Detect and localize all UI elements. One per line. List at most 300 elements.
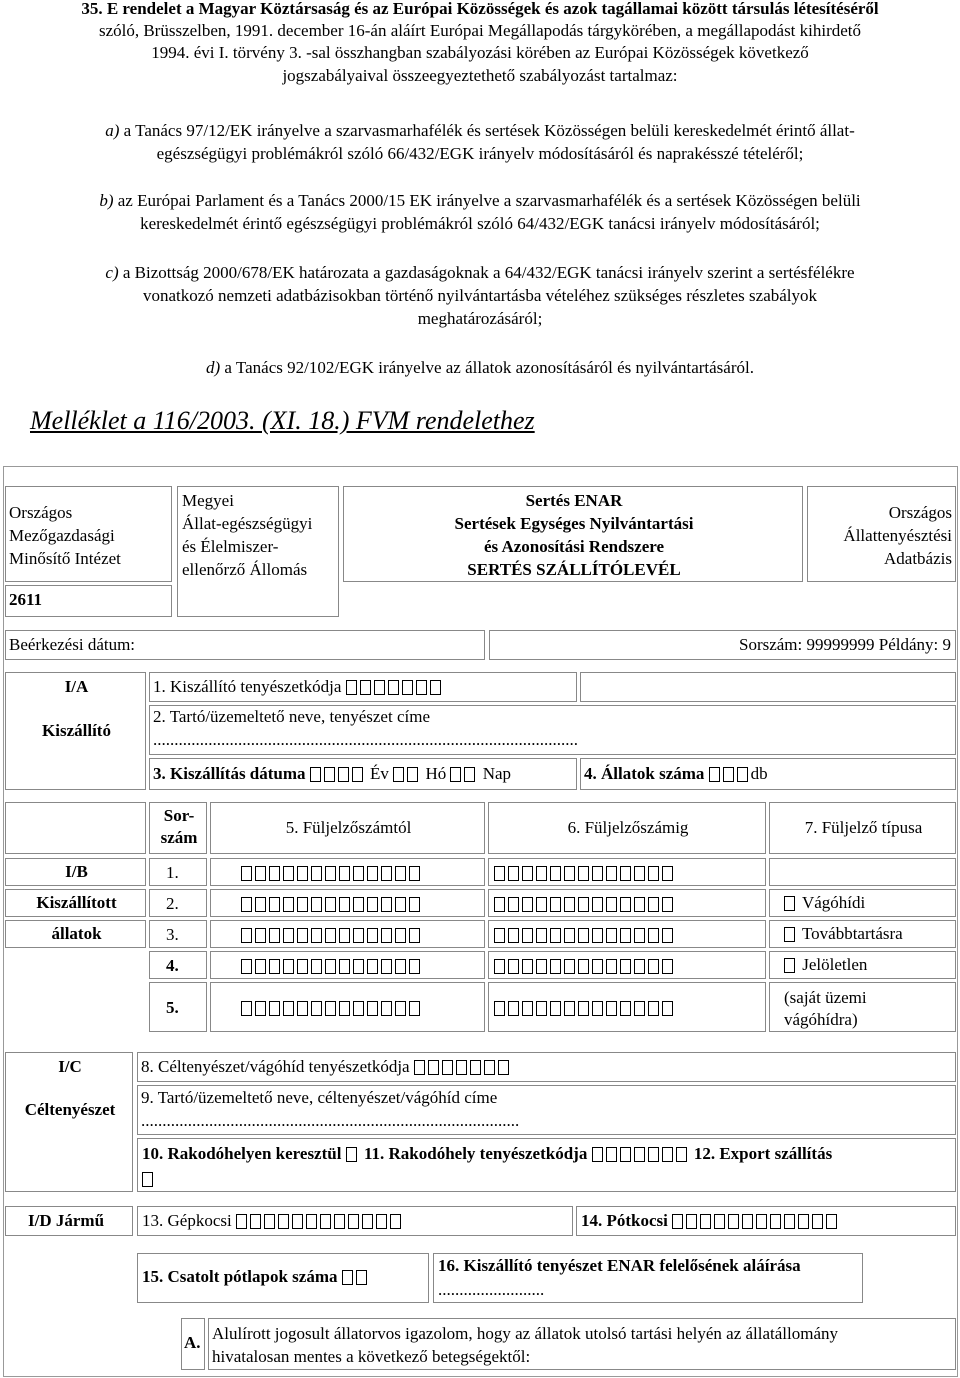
to-tag-boxes[interactable] [494, 926, 676, 946]
input-square[interactable] [550, 897, 561, 912]
input-square[interactable] [578, 897, 589, 912]
input-square[interactable] [338, 767, 349, 782]
intro-line-3: 1994. évi I. törvény 3. -sal összhangban szabályozási körében az Európai Közösségek következő [151, 43, 809, 62]
input-square[interactable] [536, 897, 547, 912]
ib-row-number: 3. [166, 925, 179, 944]
input-square[interactable] [311, 959, 322, 974]
ib-code-cell [5, 858, 146, 886]
input-square[interactable] [620, 897, 631, 912]
input-square[interactable] [676, 1147, 687, 1162]
input-square[interactable] [620, 959, 631, 974]
input-square[interactable] [564, 959, 575, 974]
item-d-line-1: d) a Tanács 92/102/EGK irányelve az állatok azonosításáról és nyilvántartásáról. [206, 358, 754, 377]
input-square[interactable] [381, 866, 392, 881]
ia-f1-boxes[interactable] [346, 678, 444, 698]
input-square[interactable] [409, 897, 420, 912]
ia-field-1[interactable] [149, 672, 577, 702]
input-square[interactable] [606, 928, 617, 943]
ib-name-1: Kiszállított [36, 893, 117, 912]
input-square[interactable] [536, 959, 547, 974]
cert-mark: A. [184, 1333, 201, 1352]
input-square[interactable] [522, 1001, 533, 1016]
item-c-line-2: vonatkozó nemzeti adatbázisokban történő nyilvántartásba vételéhez szükséges részletes szabályok [142, 286, 818, 305]
input-square[interactable] [522, 897, 533, 912]
input-square[interactable] [297, 897, 308, 912]
cert-mark-cell [181, 1318, 205, 1370]
to-tag-boxes[interactable] [494, 999, 676, 1019]
input-square[interactable] [742, 1214, 753, 1229]
type-keep-cell[interactable] [769, 920, 956, 948]
input-square[interactable] [348, 1214, 359, 1229]
input-square[interactable] [362, 1214, 373, 1229]
input-square[interactable] [756, 1214, 767, 1229]
ib-to-tag[interactable] [488, 982, 766, 1032]
input-square[interactable] [339, 959, 350, 974]
input-square[interactable] [737, 767, 748, 782]
input-square[interactable] [508, 897, 519, 912]
unmarked-checkbox[interactable] [784, 956, 798, 976]
input-square[interactable] [550, 866, 561, 881]
input-square[interactable] [360, 680, 371, 695]
input-square[interactable] [395, 1001, 406, 1016]
input-square[interactable] [592, 1001, 603, 1016]
input-square[interactable] [241, 959, 252, 974]
from-tag-boxes[interactable] [241, 895, 423, 915]
input-square[interactable] [648, 928, 659, 943]
input-square[interactable] [283, 866, 294, 881]
attached-sheets-boxes[interactable] [342, 1268, 370, 1288]
input-square[interactable] [241, 866, 252, 881]
input-square[interactable] [356, 1270, 367, 1285]
id-f14-label: 14. Pótkocsi [581, 1211, 668, 1230]
id-label: I/D Jármű [28, 1211, 105, 1230]
input-square[interactable] [381, 928, 392, 943]
day-boxes[interactable] [450, 765, 478, 785]
input-square[interactable] [522, 866, 533, 881]
intro-line-4: jogszabályaival összeegyeztethető szabályozást tartalmaz: [282, 66, 678, 85]
input-square[interactable] [634, 897, 645, 912]
day-label: Nap [482, 764, 512, 783]
input-square[interactable] [648, 959, 659, 974]
input-square[interactable] [508, 959, 519, 974]
input-square[interactable] [634, 928, 645, 943]
input-square[interactable] [339, 866, 350, 881]
input-square[interactable] [409, 959, 420, 974]
input-square[interactable] [381, 959, 392, 974]
type-own-cell [769, 982, 956, 1032]
input-square[interactable] [311, 866, 322, 881]
input-square[interactable] [606, 959, 617, 974]
input-square[interactable] [255, 866, 266, 881]
input-square[interactable] [390, 1214, 401, 1229]
input-square[interactable] [311, 1001, 322, 1016]
ia-code: I/A [64, 677, 89, 696]
input-square[interactable] [325, 1001, 336, 1016]
input-square[interactable] [407, 767, 418, 782]
ic-label-cell [5, 1052, 133, 1192]
type-unmarked-label: Jelöletlen [802, 955, 868, 974]
input-square[interactable] [409, 866, 420, 881]
input-square[interactable] [342, 1270, 353, 1285]
id-label-cell [5, 1206, 133, 1236]
ib-header-empty [5, 802, 146, 854]
month-boxes[interactable] [393, 765, 421, 785]
slaughter-checkbox[interactable] [784, 894, 798, 914]
input-square[interactable] [353, 1001, 364, 1016]
input-square[interactable] [367, 866, 378, 881]
enar-cell [343, 486, 803, 582]
input-square[interactable] [255, 897, 266, 912]
input-square[interactable] [494, 897, 505, 912]
sor-line-1: Sor- [163, 806, 195, 825]
input-square[interactable] [352, 767, 363, 782]
input-square[interactable] [536, 1001, 547, 1016]
ib-row-number-cell [149, 982, 207, 1032]
input-square[interactable] [578, 866, 589, 881]
input-square[interactable] [297, 928, 308, 943]
input-square[interactable] [700, 1214, 711, 1229]
ib-from-tag[interactable] [210, 858, 485, 886]
input-square[interactable] [297, 959, 308, 974]
input-square[interactable] [325, 866, 336, 881]
input-square[interactable] [374, 680, 385, 695]
input-square[interactable] [634, 1147, 645, 1162]
col7-label: 7. Füljelző típusa [804, 818, 923, 837]
input-square[interactable] [402, 680, 413, 695]
input-square[interactable] [255, 959, 266, 974]
input-square[interactable] [784, 927, 795, 942]
input-square[interactable] [522, 959, 533, 974]
input-square[interactable] [241, 928, 252, 943]
input-square[interactable] [456, 1060, 467, 1075]
input-square[interactable] [784, 1214, 795, 1229]
input-square[interactable] [606, 897, 617, 912]
input-square[interactable] [470, 1060, 481, 1075]
input-square[interactable] [592, 897, 603, 912]
input-square[interactable] [255, 928, 266, 943]
input-square[interactable] [564, 866, 575, 881]
input-square[interactable] [662, 1147, 673, 1162]
input-square[interactable] [606, 866, 617, 881]
ic-f8-boxes[interactable] [414, 1058, 512, 1078]
input-square[interactable] [367, 928, 378, 943]
annex-title: Melléklet a 116/2003. (XI. 18.) FVM rendelethez [30, 406, 535, 435]
input-square[interactable] [606, 1001, 617, 1016]
to-tag-boxes[interactable] [494, 957, 676, 977]
input-square[interactable] [709, 767, 720, 782]
keep-checkbox[interactable] [784, 925, 798, 945]
input-square[interactable] [578, 928, 589, 943]
input-square[interactable] [367, 1001, 378, 1016]
input-square[interactable] [812, 1214, 823, 1229]
input-square[interactable] [550, 959, 561, 974]
input-square[interactable] [339, 928, 350, 943]
enar-line-3: és Azonosítási Rendszere [483, 537, 665, 556]
ib-to-tag[interactable] [488, 951, 766, 979]
car-plate-boxes[interactable] [236, 1212, 404, 1232]
input-square[interactable] [306, 1214, 317, 1229]
input-square[interactable] [297, 866, 308, 881]
input-square[interactable] [770, 1214, 781, 1229]
trailer-plate-boxes[interactable] [672, 1212, 840, 1232]
id-field-14[interactable] [576, 1206, 956, 1236]
ia-field-2[interactable] [149, 705, 956, 755]
input-square[interactable] [714, 1214, 725, 1229]
input-square[interactable] [339, 897, 350, 912]
input-square[interactable] [395, 897, 406, 912]
input-square[interactable] [484, 1060, 495, 1075]
input-square[interactable] [325, 928, 336, 943]
input-square[interactable] [241, 897, 252, 912]
input-square[interactable] [648, 897, 659, 912]
input-square[interactable] [564, 897, 575, 912]
input-square[interactable] [395, 959, 406, 974]
input-square[interactable] [269, 959, 280, 974]
year-boxes[interactable] [310, 765, 366, 785]
input-square[interactable] [264, 1214, 275, 1229]
input-square[interactable] [723, 767, 734, 782]
input-square[interactable] [339, 1001, 350, 1016]
input-square[interactable] [662, 866, 673, 881]
megyei-line-3: és Élelmiszer- [182, 537, 279, 556]
input-square[interactable] [376, 1214, 387, 1229]
input-square[interactable] [620, 1001, 631, 1016]
item-a-line-2: egészségügyi problémákról szóló 66/432/EGK irányelv módosításáról és naprakésszé tételéről; [156, 144, 804, 163]
input-square[interactable] [798, 1214, 809, 1229]
id-field-16[interactable] [433, 1253, 863, 1303]
input-square[interactable] [346, 680, 357, 695]
input-square[interactable] [494, 959, 505, 974]
input-square[interactable] [367, 897, 378, 912]
input-square[interactable] [450, 767, 461, 782]
cert-line-1: Alulírott jogosult állatorvos igazolom, hogy az állatok utolsó tartási helyén az állatállomány [212, 1324, 839, 1343]
input-square[interactable] [283, 959, 294, 974]
input-square[interactable] [634, 959, 645, 974]
input-square[interactable] [353, 897, 364, 912]
input-square[interactable] [236, 1214, 247, 1229]
from-tag-boxes[interactable] [241, 864, 423, 884]
input-square[interactable] [353, 928, 364, 943]
input-square[interactable] [620, 1147, 631, 1162]
input-square[interactable] [662, 897, 673, 912]
ic-f9-dots: ......................................................................................... [141, 1111, 520, 1130]
from-tag-boxes[interactable] [241, 957, 423, 977]
input-square[interactable] [346, 1147, 357, 1162]
input-square[interactable] [325, 897, 336, 912]
input-square[interactable] [634, 1001, 645, 1016]
from-tag-boxes[interactable] [241, 926, 423, 946]
ib-col5-header [210, 802, 485, 854]
ia-field-3[interactable] [149, 758, 577, 790]
ib-to-tag[interactable] [488, 889, 766, 917]
input-square[interactable] [494, 1001, 505, 1016]
id-f15-label: 15. Csatolt pótlapok száma [142, 1267, 338, 1286]
input-square[interactable] [283, 897, 294, 912]
enar-line-2: Sertések Egységes Nyilvántartási [454, 514, 694, 533]
input-square[interactable] [430, 680, 441, 695]
to-tag-boxes[interactable] [494, 864, 676, 884]
input-square[interactable] [442, 1060, 453, 1075]
omi-line-3: Minősítő Intézet [9, 549, 121, 568]
loading-place-checkbox[interactable] [346, 1143, 360, 1167]
ib-from-tag[interactable] [210, 889, 485, 917]
input-square[interactable] [311, 897, 322, 912]
input-square[interactable] [250, 1214, 261, 1229]
megyei-line-2: Állat-egészségügyi [182, 514, 313, 533]
input-square[interactable] [283, 928, 294, 943]
input-square[interactable] [662, 959, 673, 974]
input-square[interactable] [393, 767, 404, 782]
input-square[interactable] [620, 928, 631, 943]
ic-field-8[interactable] [137, 1052, 956, 1082]
input-square[interactable] [381, 897, 392, 912]
input-square[interactable] [592, 959, 603, 974]
col5-label: 5. Füljelzőszámtól [285, 818, 412, 837]
to-tag-boxes[interactable] [494, 895, 676, 915]
input-square[interactable] [142, 1172, 153, 1187]
input-square[interactable] [388, 680, 399, 695]
megyei-line-4: ellenőrző Állomás [182, 560, 308, 579]
input-square[interactable] [278, 1214, 289, 1229]
item-b-line-2: kereskedelmét érintő egészségügyi problémákról szóló 64/432/EGK tanácsi irányelv módosításáról; [140, 214, 820, 233]
input-square[interactable] [297, 1001, 308, 1016]
item-c-line-3: meghatározásáról; [417, 309, 543, 328]
input-square[interactable] [269, 928, 280, 943]
input-square[interactable] [269, 866, 280, 881]
input-square[interactable] [784, 958, 795, 973]
intro-line-2: szóló, Brüsszelben, 1991. december 16-án aláírt Európai Megállapodás tárgykörében, a megállapodást kihirdető [98, 21, 862, 40]
input-square[interactable] [536, 866, 547, 881]
input-square[interactable] [536, 928, 547, 943]
sor-line-2: szám [160, 828, 198, 847]
input-square[interactable] [592, 1147, 603, 1162]
input-square[interactable] [508, 866, 519, 881]
oa-line-3: Adatbázis [884, 549, 952, 568]
input-square[interactable] [325, 959, 336, 974]
input-square[interactable] [292, 1214, 303, 1229]
input-square[interactable] [564, 928, 575, 943]
input-square[interactable] [564, 1001, 575, 1016]
ib-row-number: 1. [166, 863, 179, 882]
animal-count-boxes[interactable] [709, 765, 751, 785]
input-square[interactable] [550, 928, 561, 943]
ib-row-number-cell [149, 920, 207, 948]
ia-f4-label: 4. Állatok száma [584, 764, 705, 783]
input-square[interactable] [620, 866, 631, 881]
ib-name-2: állatok [51, 924, 102, 943]
input-square[interactable] [522, 928, 533, 943]
ic-f9-label: 9. Tartó/üzemeltető neve, céltenyészet/vágóhíd címe [141, 1088, 498, 1107]
input-square[interactable] [648, 1147, 659, 1162]
input-square[interactable] [409, 1001, 420, 1016]
input-square[interactable] [324, 767, 335, 782]
form-code: 2611 [9, 590, 43, 609]
input-square[interactable] [592, 928, 603, 943]
type-slaughter-cell[interactable] [769, 889, 956, 917]
input-square[interactable] [634, 866, 645, 881]
input-square[interactable] [428, 1060, 439, 1075]
id-field-13[interactable] [137, 1206, 573, 1236]
ib-from-tag[interactable] [210, 951, 485, 979]
input-square[interactable] [464, 767, 475, 782]
input-square[interactable] [283, 1001, 294, 1016]
export-checkbox[interactable] [142, 1168, 156, 1192]
input-square[interactable] [498, 1060, 509, 1075]
input-square[interactable] [409, 928, 420, 943]
cert-text-cell [208, 1318, 956, 1370]
ib-to-tag[interactable] [488, 920, 766, 948]
input-square[interactable] [334, 1214, 345, 1229]
ic-field-9[interactable] [137, 1085, 956, 1135]
input-square[interactable] [784, 896, 795, 911]
input-square[interactable] [269, 1001, 280, 1016]
ic-f12-label: 12. Export szállítás [693, 1144, 833, 1163]
input-square[interactable] [381, 1001, 392, 1016]
input-square[interactable] [269, 897, 280, 912]
input-square[interactable] [395, 928, 406, 943]
input-square[interactable] [648, 1001, 659, 1016]
input-square[interactable] [648, 866, 659, 881]
id-f13-label: 13. Gépkocsi [142, 1211, 232, 1230]
input-square[interactable] [494, 866, 505, 881]
input-square[interactable] [353, 866, 364, 881]
from-tag-boxes[interactable] [241, 999, 423, 1019]
input-square[interactable] [416, 680, 427, 695]
input-square[interactable] [310, 767, 321, 782]
input-square[interactable] [367, 959, 378, 974]
ib-row-number: 4. [166, 956, 179, 975]
ia-field-4[interactable] [580, 758, 956, 790]
input-square[interactable] [728, 1214, 739, 1229]
type-unmarked-cell[interactable] [769, 951, 956, 979]
input-square[interactable] [353, 959, 364, 974]
input-square[interactable] [592, 866, 603, 881]
loading-code-boxes[interactable] [592, 1143, 690, 1167]
id-field-15[interactable] [137, 1253, 429, 1303]
input-square[interactable] [241, 1001, 252, 1016]
ic-field-10-12[interactable] [137, 1138, 956, 1192]
ic-f8-label: 8. Céltenyészet/vágóhíd tenyészetkódja [141, 1057, 410, 1076]
input-square[interactable] [508, 928, 519, 943]
input-square[interactable] [255, 1001, 266, 1016]
ib-to-tag[interactable] [488, 858, 766, 886]
input-square[interactable] [395, 866, 406, 881]
input-square[interactable] [826, 1214, 837, 1229]
input-square[interactable] [320, 1214, 331, 1229]
input-square[interactable] [578, 1001, 589, 1016]
input-square[interactable] [686, 1214, 697, 1229]
input-square[interactable] [606, 1147, 617, 1162]
input-square[interactable] [672, 1214, 683, 1229]
input-square[interactable] [494, 928, 505, 943]
receipt-date-label: Beérkezési dátum: [9, 635, 136, 654]
type-own-line-1: (saját üzemi [784, 988, 867, 1007]
year-label: Év [370, 764, 389, 783]
input-square[interactable] [311, 928, 322, 943]
input-square[interactable] [414, 1060, 425, 1075]
ib-col7-header [769, 802, 956, 854]
input-square[interactable] [578, 959, 589, 974]
input-square[interactable] [662, 928, 673, 943]
ib-from-tag[interactable] [210, 982, 485, 1032]
input-square[interactable] [508, 1001, 519, 1016]
type-empty-cell [769, 858, 956, 886]
ib-from-tag[interactable] [210, 920, 485, 948]
ib-row-number: 2. [166, 894, 179, 913]
input-square[interactable] [550, 1001, 561, 1016]
input-square[interactable] [662, 1001, 673, 1016]
ia-name: Kiszállító [42, 721, 111, 740]
